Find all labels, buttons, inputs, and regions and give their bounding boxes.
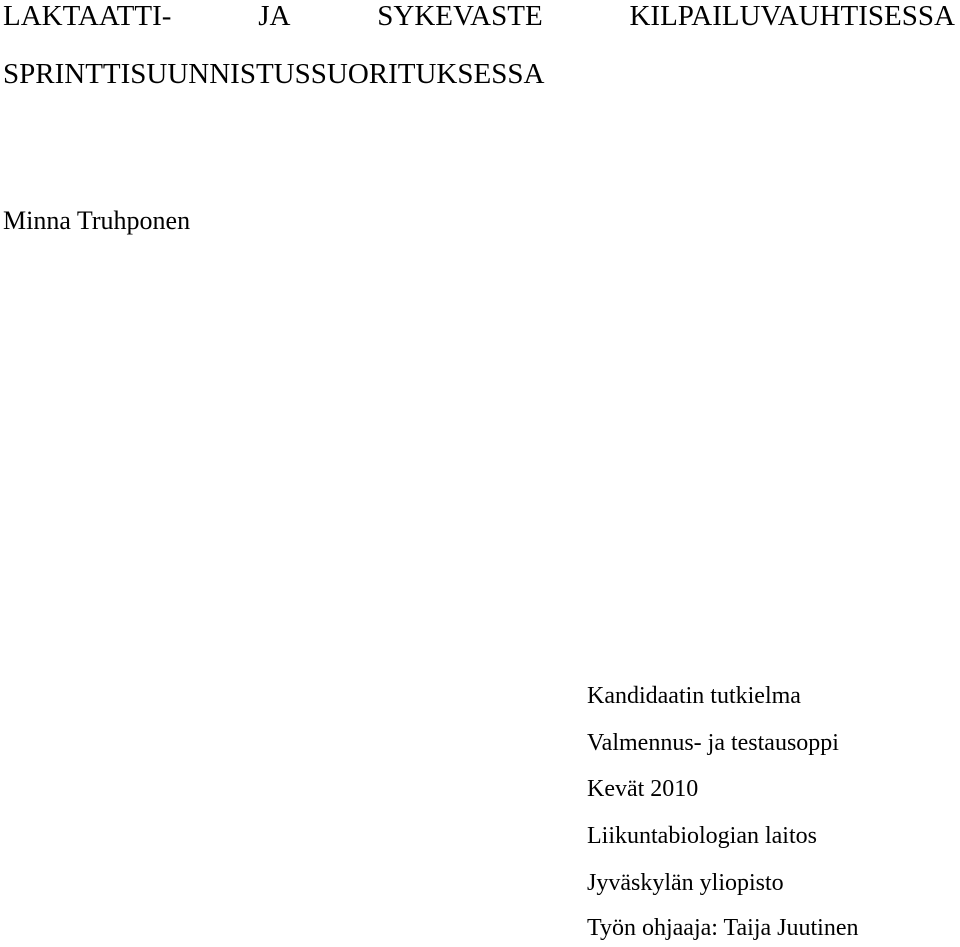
supervisor: Työn ohjaaja: Taija Juutinen — [587, 915, 859, 941]
author-name: Minna Truhponen — [3, 206, 191, 235]
thesis-type: Kandidaatin tutkielma — [587, 683, 801, 709]
title-word: SYKEVASTE — [377, 0, 543, 32]
title-word: LAKTAATTI- — [3, 0, 172, 32]
title-word: JA — [258, 0, 291, 32]
university: Jyväskylän yliopisto — [587, 870, 784, 896]
subject: Valmennus- ja testausoppi — [587, 730, 839, 756]
term: Kevät 2010 — [587, 776, 699, 802]
department: Liikuntabiologian laitos — [587, 823, 817, 849]
title-line-1 — [3, 0, 955, 32]
title-line-2: SPRINTTISUUNNISTUSSUORITUKSESSA — [3, 58, 545, 90]
title-word: KILPAILUVAUHTISESSA — [629, 0, 955, 32]
